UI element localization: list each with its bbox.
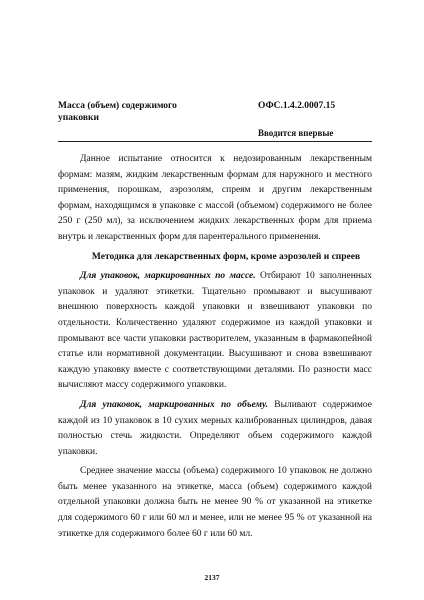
document-header [58, 101, 372, 139]
section-subheading-text: Методика для лекарственных форм, кроме аэрозолей и спреев [91, 251, 361, 262]
header-divider [58, 141, 372, 142]
mass-method-text: Отбирают 10 заполненных упаковок и удаляют этикетки. Тщательно промывают и высушивают внешнюю поверхность каждой упаковки и взвешивают упаковки по отдельности. Количественно удаляют содержимое из каждой упаковки и промывают все части упаковки растворителем, указанным в фармакопейной статье или нормативной документации. Высушивают и снова взвешивают каждую упаковку вместе с соответствующими деталями. По разности масс вычисляют массу содержимого упаковки. [58, 271, 372, 391]
document-title: Масса (объем) содержимого упаковки [58, 101, 177, 123]
volume-method-text: Выливают содержимое каждой из 10 упаковок в 10 сухих мерных калиброванных цилиндров, давая полностью стечь жидкости. Определяют объем содержимого каждой упаковки. [58, 399, 372, 457]
effective-note: Вводится впервые [258, 128, 334, 138]
volume-method-paragraph [58, 398, 372, 460]
volume-method-lead: Для упаковок, маркированных по объему. [80, 399, 268, 410]
page-number: 2137 [204, 573, 220, 582]
mass-method-lead: Для упаковок, маркированных по массе. [80, 271, 256, 282]
intro-paragraph: Данное испытание относится к недозированным лекарственным формам: мазям, жидким лекарственным формам для наружного и местного применения, порошкам, аэрозолям, спреям и другим лекарственным формам, находящимся в упаковке с массой (объемом) содержимого не более 250 г (250 мл), за исключением жидких лекарственных форм для приема внутрь и лекарственных форм для парентерального применения. [58, 154, 372, 242]
document-body [58, 152, 372, 546]
mass-method-paragraph [58, 269, 372, 394]
document-code: ОФС.1.4.2.0007.15 [258, 101, 336, 111]
criteria-paragraph: Среднее значение массы (объема) содержимого 10 упаковок не должно быть менее указанного на этикетке, масса (объем) содержимого каждой отдельной упаковки должна быть не менее 90 % от указанной на этикетке для содержимого 60 г или 60 мл и менее, или не менее 95 % от указанной на этикетке для содержимого более 60 г или 60 мл. [58, 466, 372, 539]
section-subheading [58, 250, 372, 266]
